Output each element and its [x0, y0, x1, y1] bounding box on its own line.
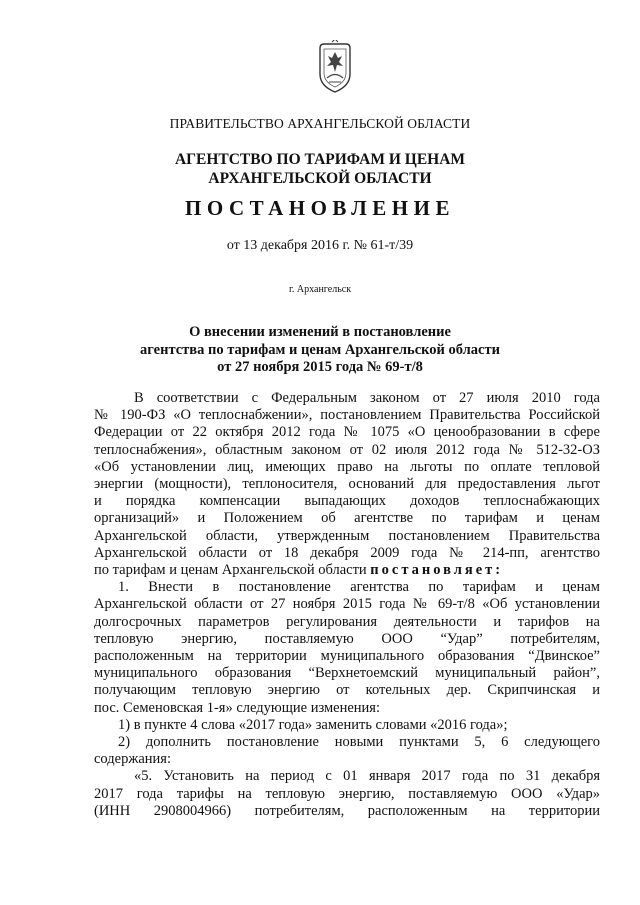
body-line: «5. Установить на период с 01 января 2017 года по 31 декабря — [134, 768, 600, 785]
body-line: теплоснабжения», областным законом от 02 июля 2012 года № 512-32-ОЗ — [94, 441, 600, 458]
subject-line: агентства по тарифам и ценам Архангельской области — [140, 341, 500, 358]
document-type: ПОСТАНОВЛЕНИЕ — [185, 196, 455, 220]
subject-line: О внесении изменений в постановление — [189, 324, 451, 340]
coat-of-arms-icon — [314, 40, 356, 96]
body-line: 2) дополнить постановление новыми пунктами 5, 6 следующего — [118, 734, 600, 751]
body-line: Архангельской области, утвержденным постановлением Правительства — [94, 527, 600, 544]
agency-title-line: АРХАНГЕЛЬСКОЙ ОБЛАСТИ — [208, 170, 432, 187]
document-subject — [0, 324, 640, 377]
body-line: пос. Семеновская 1-я» следующие изменения: — [94, 699, 381, 716]
body-line: Архангельской области от 27 ноября 2015 года № 69-т/8 «Об установлении — [94, 596, 600, 613]
body-line: муниципального образования “Верхнетоемский муниципальный район”, — [94, 665, 600, 682]
body-line: «Об установлении лиц, имеющих право на льготы по оплате тепловой — [94, 458, 600, 475]
date-and-number: от 13 декабря 2016 г. № 61-т/39 — [226, 238, 414, 253]
body-line: 1) в пункте 4 слова «2017 года» заменить словами «2016 года»; — [118, 716, 508, 733]
body-line: и порядка компенсации выпадающих доходов теплоснабжающих — [94, 493, 600, 510]
agency-title — [0, 150, 640, 188]
body-line: (ИНН 2908004966) потребителям, расположенным на территории — [94, 802, 600, 819]
body-line: 1. Внести в постановление агентства по тарифам и ценам — [118, 579, 600, 596]
body-line: № 190-ФЗ «О теплоснабжении», постановлением Правительства Российской — [94, 407, 600, 424]
agency-title-line: АГЕНТСТВО ПО ТАРИФАМ И ЦЕНАМ — [174, 151, 466, 168]
body-line: организаций» и Положением об агентстве по тарифам и ценам — [94, 510, 600, 527]
body-line: долгосрочных параметров регулирования деятельности и тарифов на — [94, 613, 600, 630]
body-line: Архангельской области от 18 декабря 2009 года № 214-пп, агентство — [94, 544, 600, 561]
body-text: по тарифам и ценам Архангельской области — [94, 562, 367, 579]
body-line: получающим тепловую энергию от котельных дер. Скрипчинская и — [94, 682, 600, 699]
body-line: содержания: — [94, 751, 172, 768]
city: г. Архангельск — [288, 284, 352, 295]
subject-line: от 27 ноября 2015 года № 69-т/8 — [217, 359, 423, 375]
government-title: ПРАВИТЕЛЬСТВО АРХАНГЕЛЬСКОЙ ОБЛАСТИ — [169, 116, 471, 131]
body-line: В соответствии с Федеральным законом от 27 июля 2010 года — [134, 390, 600, 406]
body-line: расположенным на территории муниципального образования “Двинское” — [94, 648, 600, 665]
body-line — [94, 562, 600, 579]
body-line: Федерации от 22 октября 2012 года № 1075 «О ценообразовании в сфере — [94, 424, 600, 441]
resolution-keyword: постановляет: — [370, 562, 504, 579]
body-line: энергии (мощности), теплоносителя, оснований для предоставления льгот — [94, 476, 600, 493]
body-line: тепловую энергию, поставляемую ООО “Удар” потребителям, — [94, 630, 600, 647]
body-line: 2017 года тарифы на тепловую энергию, поставляемую ООО «Удар» — [94, 785, 600, 802]
document-body — [94, 390, 600, 820]
